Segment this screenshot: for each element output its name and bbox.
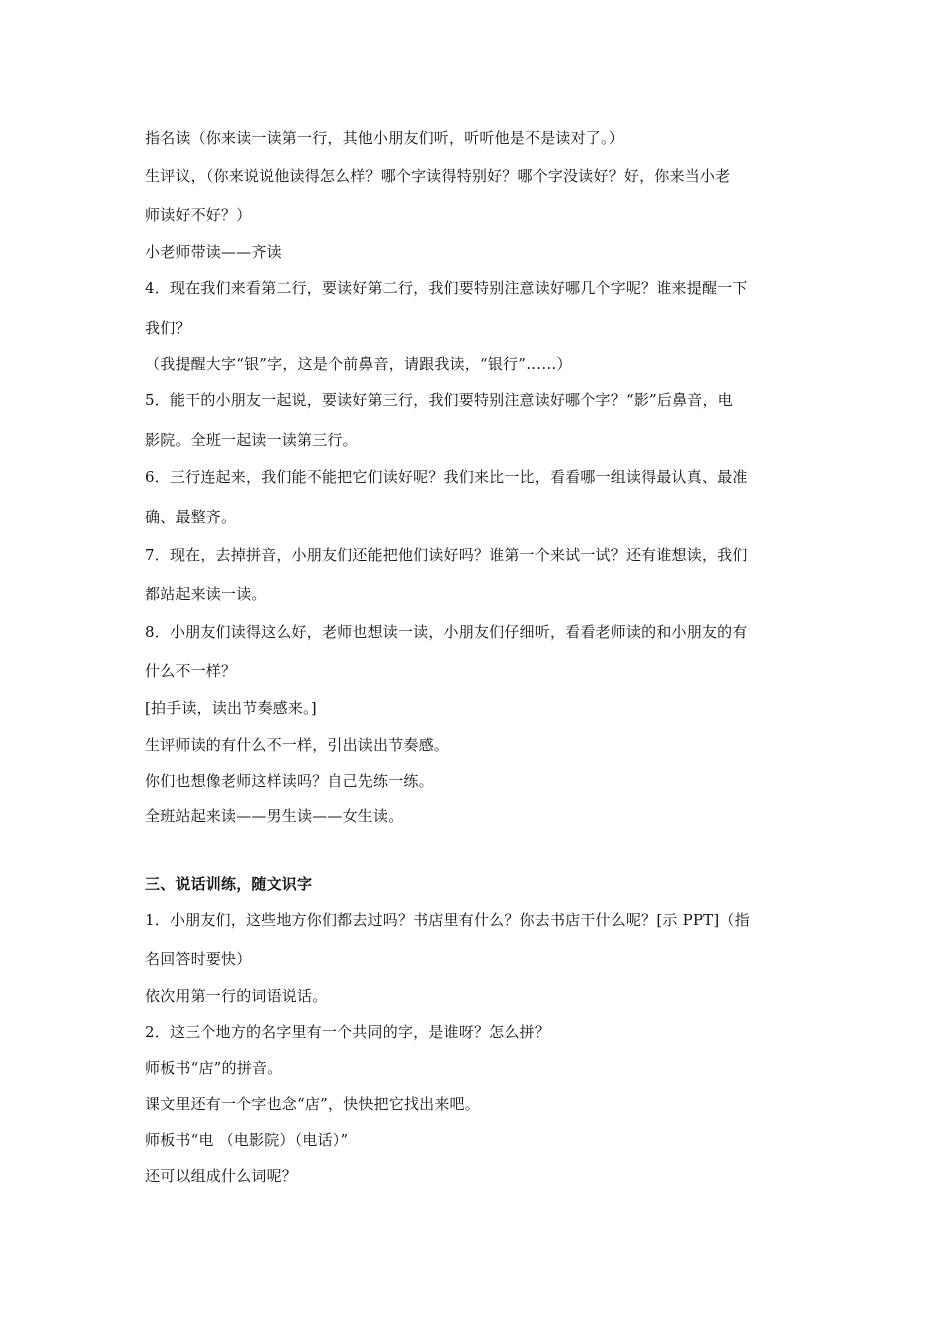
paragraph-line: 2．这三个地方的名字里有一个共同的字，是谁呀？怎么拼？ — [145, 1023, 550, 1041]
paragraph-line: 小老师带读——齐读 — [145, 243, 282, 261]
paragraph-line: （我提醒大字“银”字，这是个前鼻音，请跟我读，“银行”……） — [145, 355, 572, 373]
paragraph-line: 生评师读的有什么不一样，引出读出节奏感。 — [145, 736, 450, 754]
paragraph-line: 师板书“店”的拼音。 — [145, 1059, 283, 1077]
paragraph-line: 5．能干的小朋友一起说，要读好第三行，我们要特别注意读好哪个字？“影”后鼻音，电 — [145, 391, 733, 409]
paragraph-line: 6．三行连起来，我们能不能把它们读好呢？我们来比一比，看看哪一组读得最认真、最准 — [145, 468, 748, 486]
paragraph-line: 我们？ — [145, 319, 191, 337]
paragraph-line: 影院。全班一起读一读第三行。 — [145, 431, 358, 449]
section-heading: 三、说话训练，随文识字 — [145, 875, 313, 893]
paragraph-line: [拍手读，读出节奏感来。] — [145, 699, 317, 717]
paragraph-line: 师读好不好？） — [145, 206, 252, 224]
paragraph-line: 确、最整齐。 — [145, 508, 237, 526]
paragraph-line: 指名读（你来读一读第一行，其他小朋友们听，听听他是不是读对了。） — [145, 129, 624, 147]
paragraph-line: 师板书“电 （电影院）（电话）” — [145, 1131, 349, 1149]
paragraph-line: 8．小朋友们读得这么好，老师也想读一读，小朋友们仔细听，看看老师读的和小朋友的有 — [145, 623, 748, 641]
paragraph-line: 课文里还有一个字也念“店”，快快把它找出来吧。 — [145, 1095, 480, 1113]
paragraph-line: 都站起来读一读。 — [145, 585, 267, 603]
paragraph-line: 4．现在我们来看第二行，要读好第二行，我们要特别注意读好哪几个字呢？谁来提醒一下 — [145, 279, 748, 297]
paragraph-line: 7．现在，去掉拼音，小朋友们还能把他们读好吗？谁第一个来试一试？还有谁想读，我们 — [145, 546, 748, 564]
paragraph-line: 1．小朋友们，这些地方你们都去过吗？书店里有什么？你去书店干什么呢？[示 PPT]（指 — [145, 911, 750, 929]
paragraph-line: 依次用第一行的词语说话。 — [145, 987, 328, 1005]
paragraph-line: 名回答时要快） — [145, 950, 252, 968]
paragraph-line: 生评议，（你来说说他读得怎么样？哪个字读得特别好？哪个字没读好？好，你来当小老 — [145, 167, 731, 185]
paragraph-line: 什么不一样？ — [145, 662, 237, 680]
document-page — [145, 0, 815, 1344]
paragraph-line: 全班站起来读——男生读——女生读。 — [145, 807, 404, 825]
paragraph-line: 你们也想像老师这样读吗？自己先练一练。 — [145, 772, 434, 790]
paragraph-line: 还可以组成什么词呢？ — [145, 1167, 298, 1185]
